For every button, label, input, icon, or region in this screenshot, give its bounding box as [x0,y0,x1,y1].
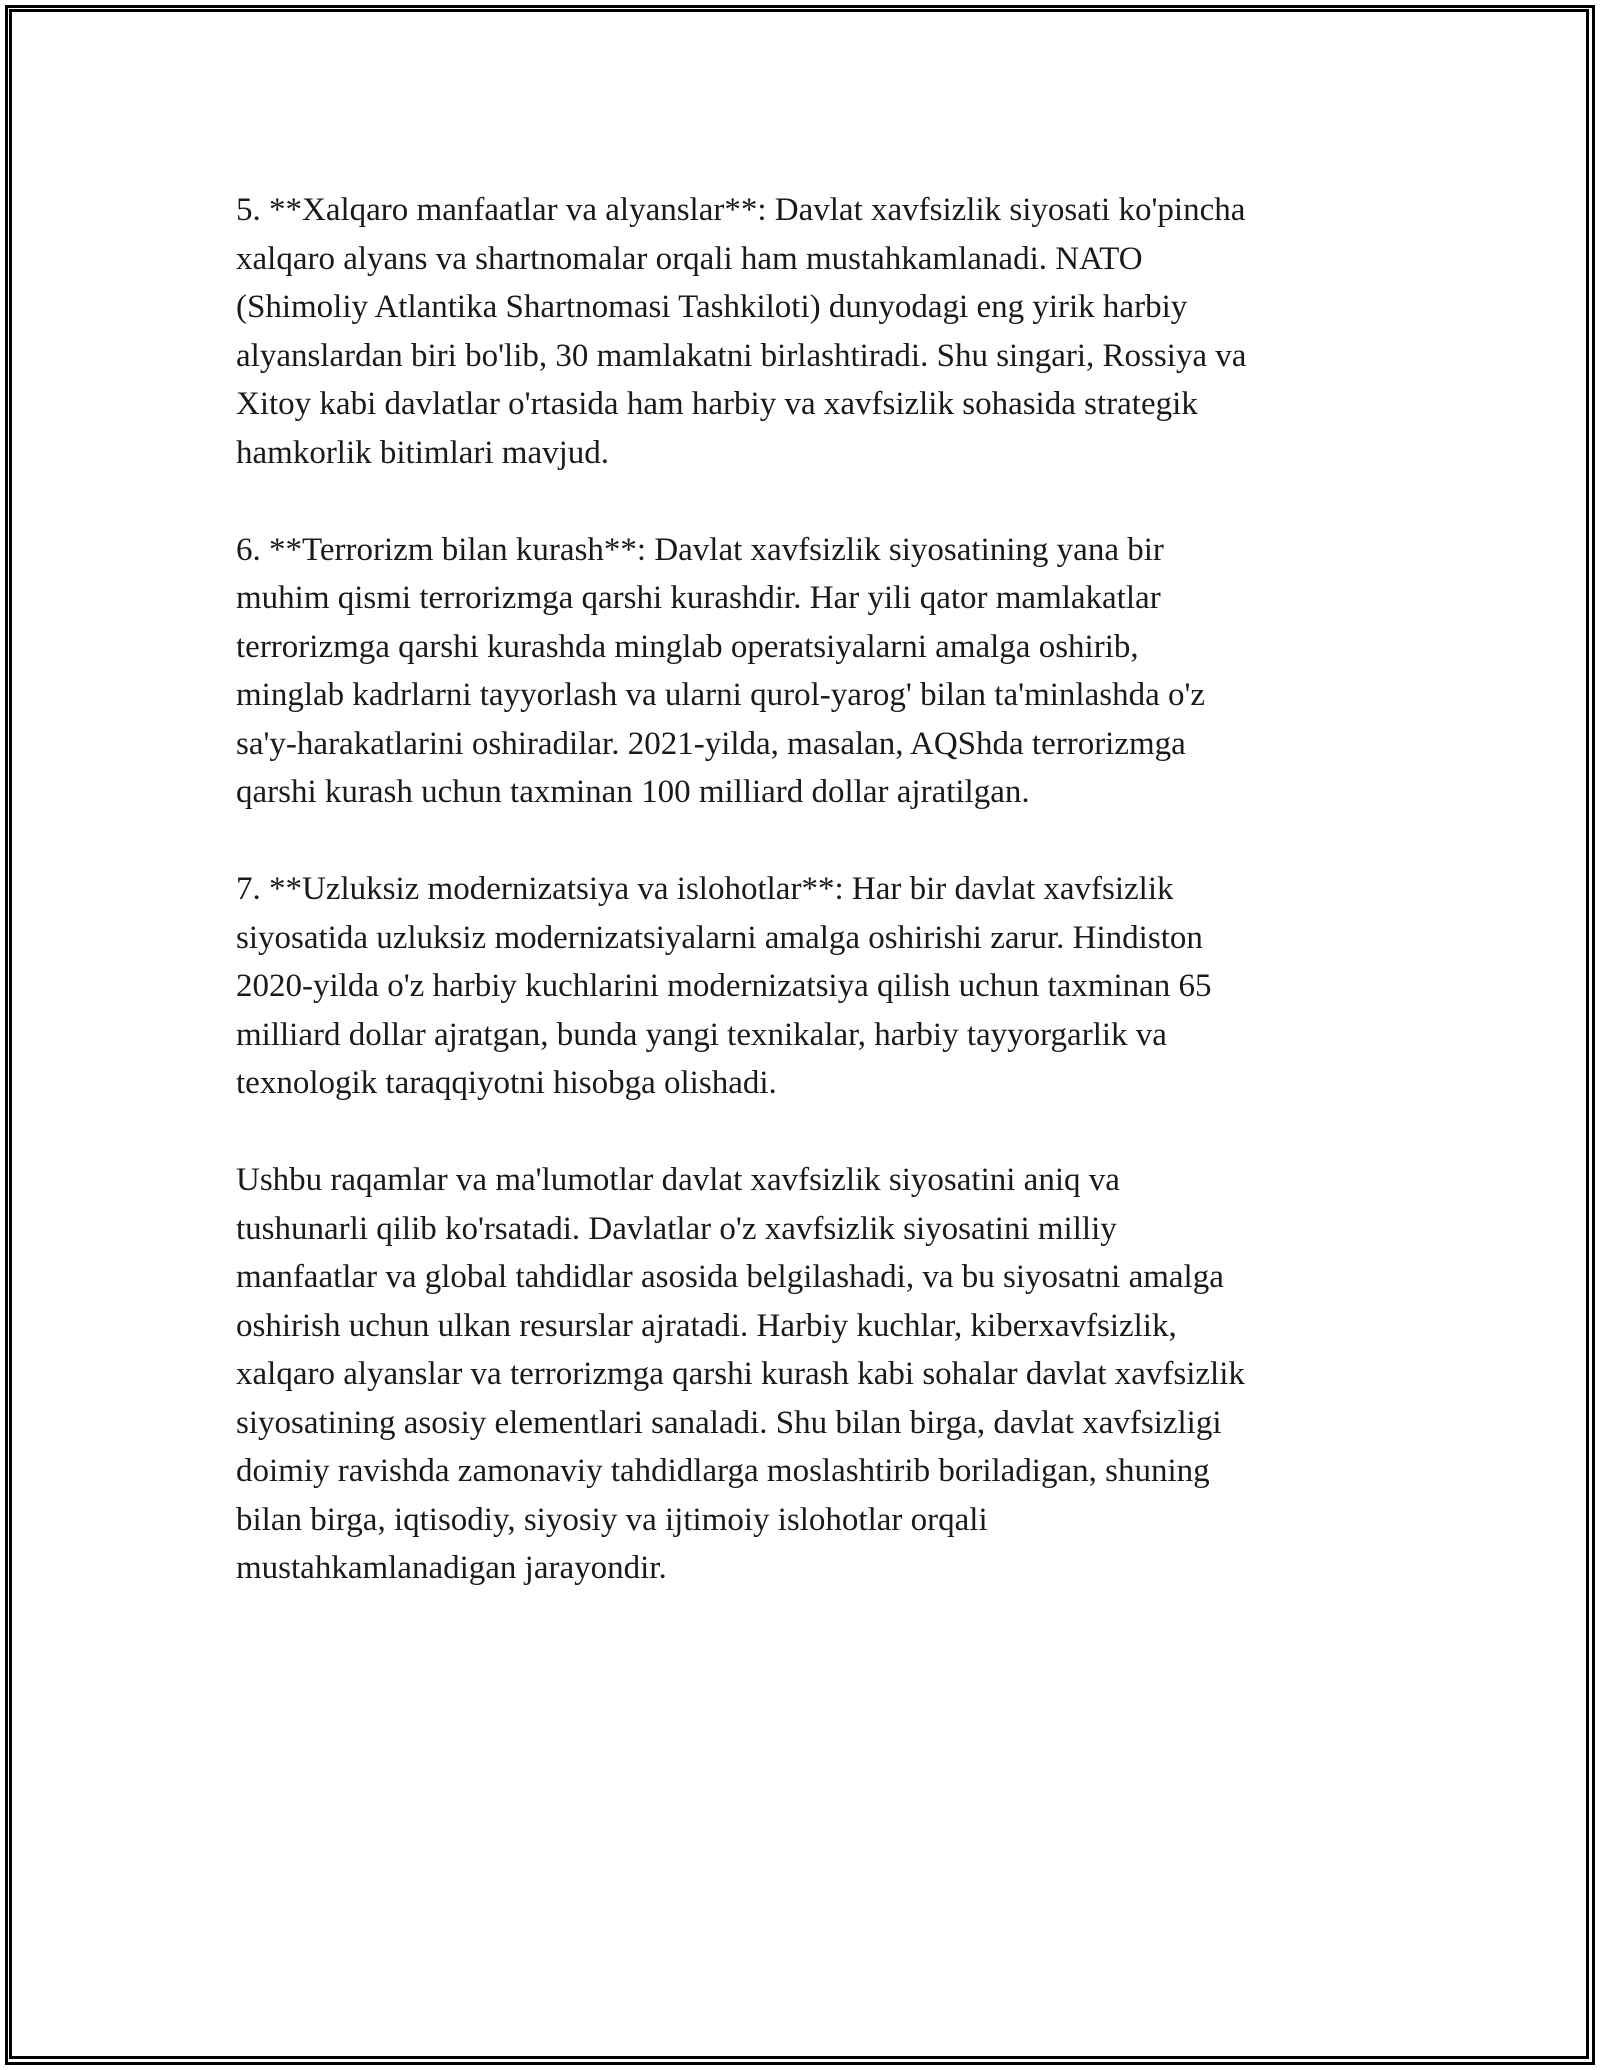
paragraph-counter-terrorism: 6. **Terrorizm bilan kurash**: Davlat xavfsizlik siyosatining yana bir muhim qismi terrorizmga qarshi kurashdir. Har yili qator mamlakatlar terrorizmga qarshi kurashda minglab operatsiyalarni amalga oshirib, minglab kadrlarni tayyorlash va ularni qurol-yarog' bilan ta'minlashda o'z sa'y-harakatlarini oshiradilar. 2021-yilda, masalan, AQShda terrorizmga qarshi kurash uchun taxminan 100 milliard dollar ajratilgan. [236,531,1206,810]
paragraph-international-alliances: 5. **Xalqaro manfaatlar va alyanslar**: Davlat xavfsizlik siyosati ko'pincha xalqaro alyans va shartnomalar orqali ham mustahkamlanadi. NATO (Shimoliy Atlantika Shartnomasi Tashkiloti) dunyodagi eng yirik harbiy alyanslardan biri bo'lib, 30 mamlakatni birlashtiradi. Shu singari, Rossiya va Xitoy kabi davlatlar o'rtasida ham harbiy va xavfsizlik sohasida strategik hamkorlik bitimlari mavjud. [236,192,1247,471]
paragraph-conclusion: Ushbu raqamlar va ma'lumotlar davlat xavfsizlik siyosatini aniq va tushunarli qilib ko'rsatadi. Davlatlar o'z xavfsizlik siyosatini milliy manfaatlar va global tahdidlar asosida belgilashadi, va bu siyosatni amalga oshirish uchun ulkan resurslar ajratadi. Harbiy kuchlar, kiberxavfsizlik, xalqaro alyanslar va terrorizmga qarshi kurash kabi sohalar davlat xavfsizlik siyosatining asosiy elementlari sanaladi. Shu bilan birga, davlat xavfsizligi doimiy ravishda zamonaviy tahdidlarga moslashtirib boriladigan, shuning bilan birga, iqtisodiy, siyosiy va ijtimoiy islohotlar orqali mustahkamlanadigan jarayondir. [236,1162,1245,1586]
document-body [236,186,1366,1641]
paragraph-modernization: 7. **Uzluksiz modernizatsiya va islohotlar**: Har bir davlat xavfsizlik siyosatida uzluksiz modernizatsiyalarni amalga oshirishi zarur. Hindiston 2020-yilda o'z harbiy kuchlarini modernizatsiya qilish uchun taxminan 65 milliard dollar ajratgan, bunda yangi texnikalar, harbiy tayyorgarlik va texnologik taraqqiyotni hisobga olishadi. [236,871,1212,1101]
